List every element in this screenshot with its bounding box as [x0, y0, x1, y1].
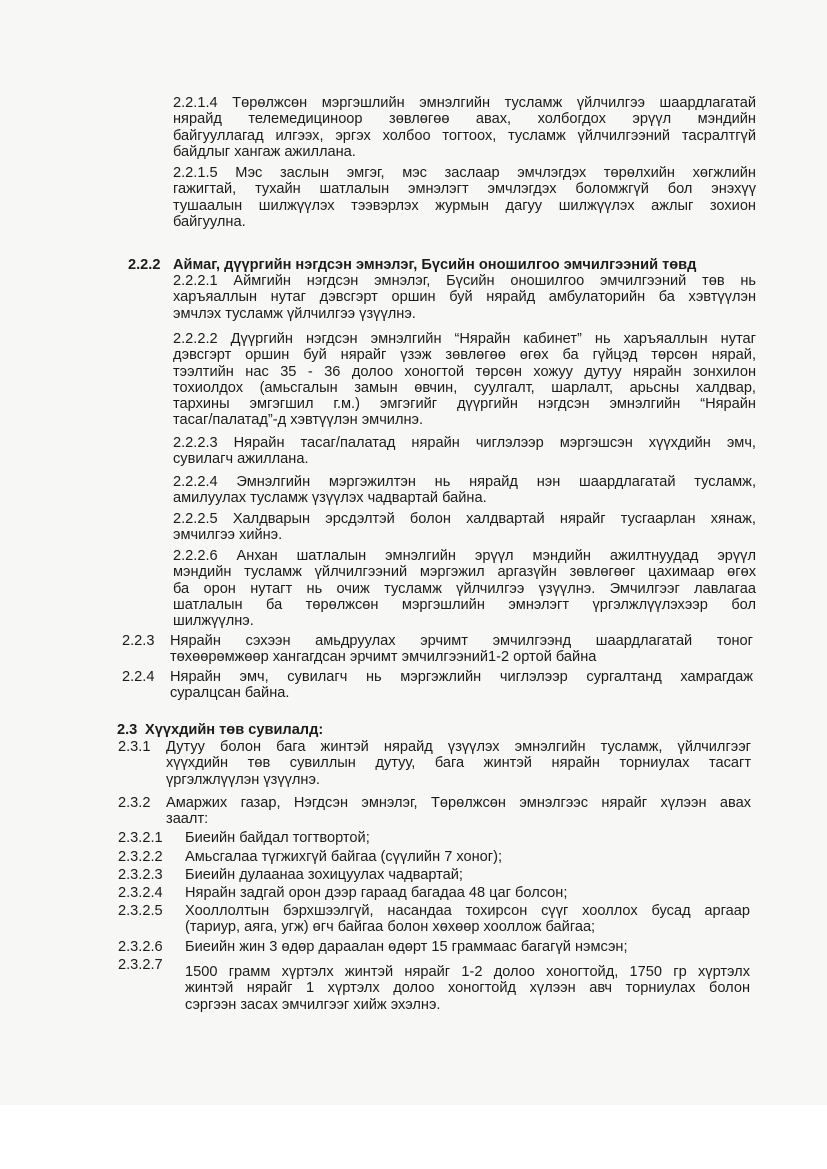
- paragraph-2-3-2: [166, 795, 751, 828]
- text-line: ба орон нутагт нь очиж тусламж үйлчилгээ үзүүлнэ. Эмчилгээг лавлагаа: [173, 580, 756, 597]
- paragraph-2-3-1: [166, 739, 751, 788]
- text-line: сэргээн засах эмчилгээг хийж эхэлнэ.: [185, 996, 441, 1013]
- text-line: үргэлжлүүлэн үзүүлнэ.: [166, 771, 320, 788]
- text-line: байдлыг хангаж ажиллана.: [173, 143, 356, 160]
- paragraph-2-2-2-1: [173, 273, 756, 322]
- text-line: 2.2.2.2 Дүүргийн нэгдсэн эмнэлгийн “Нярайн кабинет” нь харъяаллын нутаг: [173, 331, 756, 347]
- text-line: 1500 грамм хүртэлх жинтэй нярайг 1-2 долоо хоногтойд, 1750 гр хүртэлх: [185, 964, 750, 980]
- item-number-2-3-2-4: 2.3.2.4: [118, 885, 163, 901]
- text-line: тасаг/палатад”-д хэвтүүлэн эмчилнэ.: [173, 412, 424, 429]
- text-line: суралцсан байна.: [170, 685, 290, 702]
- paragraph-2-2-2-6: [173, 548, 756, 629]
- item-number-2-3-2: 2.3.2: [118, 795, 151, 811]
- text-line: заалт:: [166, 811, 209, 828]
- text-line: нярайд телемедициноор зөвлөгөө авах, холбогдох эрүүл мэндийн: [173, 111, 756, 128]
- text-line: тээлтийн нас 35 - 36 долоо хоногтой төрсөн хожуу дутуу нярайн зонхилон: [173, 363, 756, 380]
- text-line: 2.2.2.6 Анхан шатлалын эмнэлгийн эрүүл мэндийн ажилтнуудад эрүүл: [173, 548, 756, 564]
- section-heading-2-3: [145, 722, 445, 738]
- item-number-2-3-1: 2.3.1: [118, 739, 151, 755]
- item-number-2-3-2-1: 2.3.2.1: [118, 830, 163, 846]
- text-line: эмчилгээ хийнэ.: [173, 527, 283, 544]
- section-heading-2-2-2: [173, 257, 756, 273]
- text-line: сувилагч ажиллана.: [173, 451, 309, 468]
- text-line: тархины эмгэгшил г.м.) эмгэгийг дүүргийн нэгдсэн эмнэлгийн “Нярайн: [173, 396, 756, 413]
- text-line: Хооллолтын бэрхшээлгүй, насандаа тохирсон сүүг хооллох бусад аргаар: [185, 903, 750, 919]
- item-number-2-3-2-2: 2.3.2.2: [118, 849, 163, 865]
- text-line: дэвсгэрт оршин буй нярайг үзэж зөвлөгөө өгөх ба гүйцэд төрсөн нярай,: [173, 347, 756, 364]
- text-line: байгууллагад илгээх, эргэх холбоо тогтоох, тусламж үйлчилгээний тасралтгүй: [173, 127, 756, 144]
- paragraph-2-3-2-1: [185, 830, 755, 846]
- text-line: шилжүүлнэ.: [173, 613, 254, 630]
- text-line: Амаржих газар, Нэгдсэн эмнэлэг, Төрөлжсөн эмнэлгээс нярайг хүлээн авах: [166, 795, 751, 811]
- text-line: байгуулна.: [173, 213, 246, 230]
- text-line: Нярайн эмч, сувилагч нь мэргэжлийн чиглэлээр сургалтанд хамрагдаж: [170, 669, 753, 685]
- paragraph-2-2-2-5: [173, 511, 756, 544]
- paragraph-2-3-2-6: [185, 939, 755, 955]
- section-number-2-3: 2.3: [117, 722, 138, 738]
- paragraph-2-3-2-7: [185, 964, 750, 1013]
- paragraph-2-3-2-3: [185, 867, 755, 883]
- paragraph-2-2-4: [170, 669, 753, 702]
- text-line: жинтэй нярайг 1 хүртэлх долоо хоногтойд хүлээн авч торниулах болон: [185, 980, 750, 997]
- text-line: харъяаллын нутаг дэвсгэрт оршин буй нярайд амбулаторийн ба хэвтүүлэн: [173, 289, 756, 306]
- text-line: 2.2.2.4 Эмнэлгийн мэргэжилтэн нь нярайд нэн шаардлагатай тусламж,: [173, 474, 756, 490]
- paragraph-2-3-2-5: [185, 903, 750, 936]
- paragraph-2-2-1-5: [173, 165, 756, 230]
- paragraph-2-2-2-3: [173, 435, 756, 468]
- heading-text: Хүүхдийн төв сувилалд:: [145, 722, 324, 738]
- text-line: Дутуу болон бага жинтэй нярайд үзүүлэх эмнэлгийн тусламж, үйлчилгээг: [166, 739, 751, 755]
- text-line: Нярайн задгай орон дээр гараад багадаа 48 цаг болсон;: [185, 885, 568, 901]
- text-line: 2.2.2.5 Халдварын эрсдэлтэй болон халдвартай нярайг тусгаарлан хянаж,: [173, 511, 756, 527]
- section-number-2-2-2: 2.2.2: [128, 257, 161, 273]
- text-line: төхөөрөмжөөр хангагдсан эрчимт эмчилгээний1-2 ортой байна: [170, 649, 597, 666]
- text-line: 2.2.1.5 Мэс заслын эмгэг, мэс заслаар эмчлэгдэх төрөлхийн хөгжлийн: [173, 165, 756, 181]
- text-line: тохиолдох (амьсгалын замын өвчин, суулгалт, шарлалт, арьсны халдвар,: [173, 379, 756, 396]
- heading-text: Аймаг, дүүргийн нэгдсэн эмнэлэг, Бүсийн оношилгоо эмчилгээний төвд: [173, 257, 697, 273]
- item-number-2-2-4: 2.2.4: [122, 669, 155, 685]
- text-line: хүүхдийн төв сувиллын дутуу, бага жинтэй нярайн торниулах тасагт: [166, 755, 751, 772]
- paragraph-2-2-3: [170, 633, 753, 666]
- text-line: Биеийн дулаанаа зохицуулах чадвартай;: [185, 867, 463, 883]
- text-line: Нярайн сэхээн амьдруулах эрчимт эмчилгээнд шаардлагатай тоног: [170, 633, 753, 649]
- text-line: мэндийн тусламж үйлчилгээний мэргэжил аргазүйн зөвлөгөөг цахимаар өгөх: [173, 564, 756, 581]
- text-line: 2.2.2.3 Нярайн тасаг/палатад нярайн чиглэлээр мэргэшсэн хүүхдийн эмч,: [173, 435, 756, 451]
- text-line: 2.2.2.1 Аймгийн нэгдсэн эмнэлэг, Бүсийн оношилгоо эмчилгээний төв нь: [173, 273, 756, 289]
- text-line: гажигтай, тухайн шатлалын эмнэлэгт эмчлэгдэх боломжгүй бол энэхүү: [173, 181, 756, 198]
- item-number-2-3-2-7: 2.3.2.7: [118, 957, 163, 973]
- paragraph-2-2-1-4: [173, 95, 756, 160]
- text-line: эмчлэх тусламж үйлчилгээ үзүүлнэ.: [173, 305, 416, 322]
- text-line: (тариур, аяга, угж) өгч байгаа болон хөхөөр хооллож байгаа;: [185, 919, 596, 936]
- paragraph-2-2-2-4: [173, 474, 756, 507]
- paragraph-2-3-2-4: [185, 885, 755, 901]
- text-line: 2.2.1.4 Төрөлжсөн мэргэшлийн эмнэлгийн тусламж үйлчилгээ шаардлагатай: [173, 95, 756, 111]
- item-number-2-3-2-5: 2.3.2.5: [118, 903, 163, 919]
- page-bottom-margin: [0, 1105, 827, 1169]
- text-line: Биеийн байдал тогтвортой;: [185, 830, 370, 846]
- text-line: Амьсгалаа түгжихгүй байгаа (сүүлийн 7 хоног);: [185, 849, 503, 865]
- text-line: амилуулах тусламж үзүүлэх чадвартай байна.: [173, 490, 487, 507]
- text-line: шатлалын ба төрөлжсөн мэргэшлийн эмнэлэгт үргэлжлүүлэхээр бол: [173, 596, 756, 613]
- item-number-2-2-3: 2.2.3: [122, 633, 155, 649]
- paragraph-2-3-2-2: [185, 849, 755, 865]
- paragraph-2-2-2-2: [173, 331, 756, 429]
- text-line: Биеийн жин 3 өдөр дараалан өдөрт 15 граммаас багагүй нэмсэн;: [185, 939, 628, 955]
- item-number-2-3-2-6: 2.3.2.6: [118, 939, 163, 955]
- text-line: тушаалын шилжүүлэх тээвэрлэх журмын дагуу шилжүүлэх ажлыг зохион: [173, 197, 756, 214]
- item-number-2-3-2-3: 2.3.2.3: [118, 867, 163, 883]
